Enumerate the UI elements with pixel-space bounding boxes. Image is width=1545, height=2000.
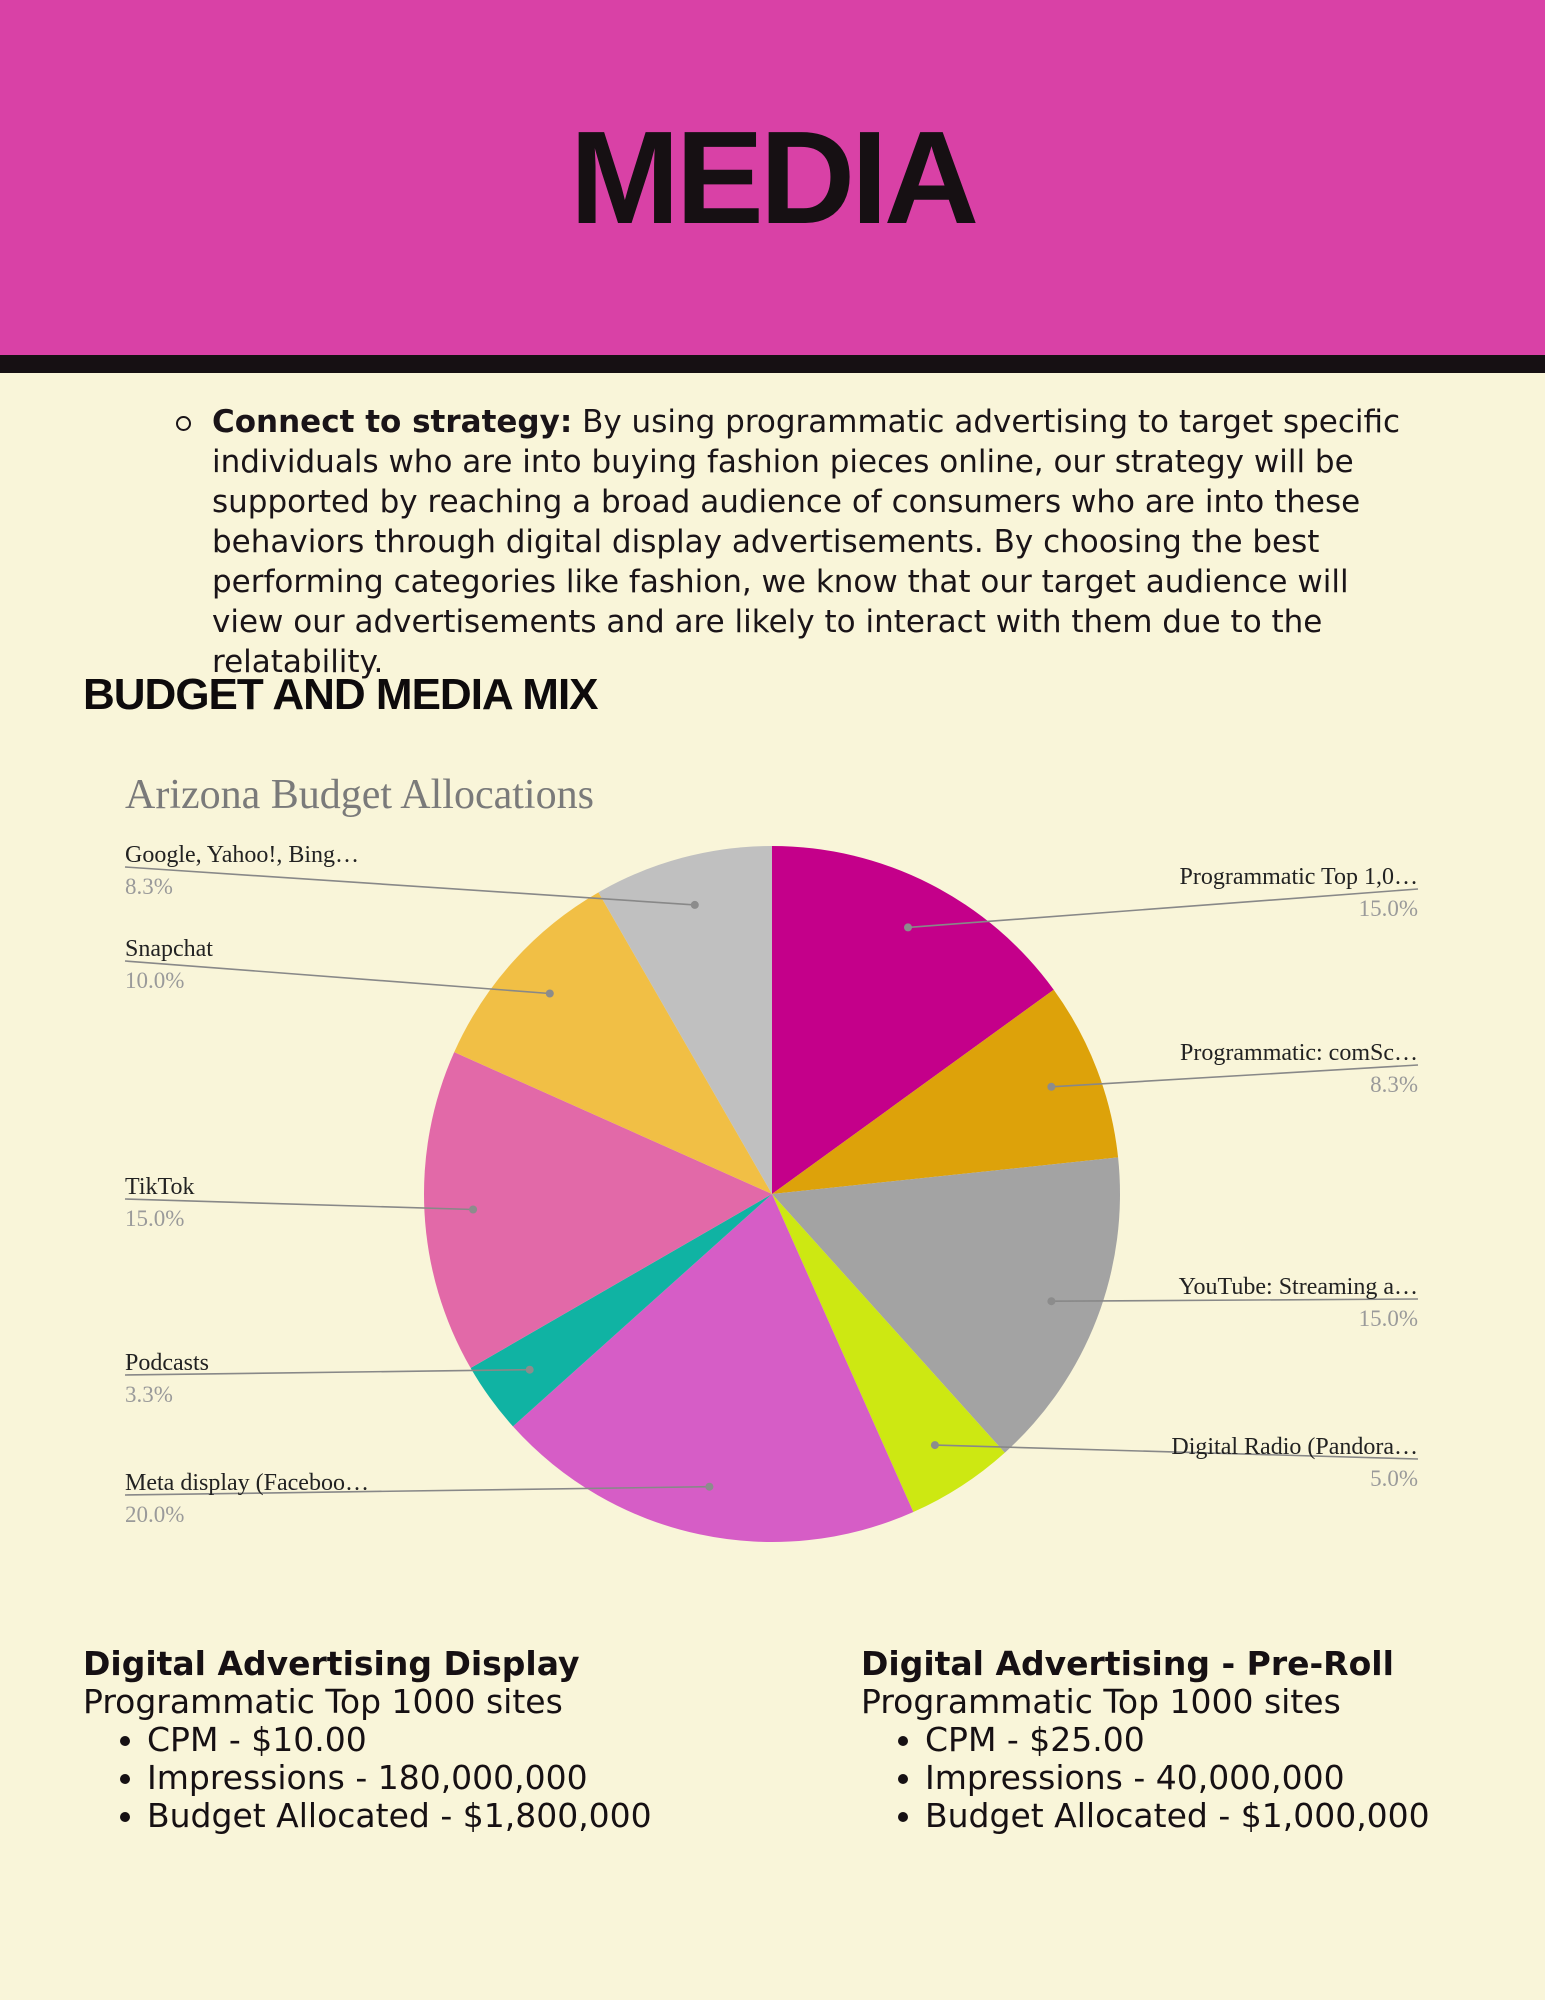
slice-label: Programmatic: comSc… (1180, 1040, 1418, 1066)
leader-dot (469, 1206, 477, 1214)
section-heading: BUDGET AND MEDIA MIX (83, 670, 598, 719)
list-item: • Budget Allocated - $1,800,000 (147, 1797, 683, 1835)
preroll-column-list (861, 1721, 1461, 1835)
slice-label: Meta display (Faceboo… (125, 1470, 369, 1496)
strategy-lead: Connect to strategy: (212, 404, 573, 440)
leader-dot (931, 1441, 939, 1449)
slice-label: Digital Radio (Pandora… (1171, 1434, 1418, 1460)
leader-dot (546, 990, 554, 998)
slice-label: Podcasts (125, 1350, 209, 1376)
display-column-subtitle: Programmatic Top 1000 sites (83, 1682, 563, 1721)
slice-label: Programmatic Top 1,0… (1179, 864, 1418, 890)
slice-percent-label: 15.0% (1358, 1306, 1418, 1331)
leader-dot (904, 923, 912, 931)
leader-dot (1047, 1083, 1055, 1091)
slice-percent-label: 3.3% (125, 1382, 173, 1407)
leader-dot (705, 1483, 713, 1491)
display-column-title: Digital Advertising Display (83, 1644, 580, 1683)
preroll-column-title: Digital Advertising - Pre-Roll (861, 1644, 1394, 1683)
leader-dot (526, 1366, 534, 1374)
slice-label: YouTube: Streaming a… (1178, 1274, 1418, 1300)
list-item: • CPM - $25.00 (925, 1721, 1461, 1759)
slice-label: Snapchat (125, 936, 213, 962)
chart-title: Arizona Budget Allocations (125, 772, 594, 818)
preroll-column-subtitle: Programmatic Top 1000 sites (861, 1682, 1341, 1721)
list-item: • Impressions - 180,000,000 (147, 1759, 683, 1797)
strategy-text: By using programmatic advertising to target specific individuals who are into buying fashion pieces online, our strategy will be supported by reaching a broad audience of consumers who are into these behaviors through digital display advertisements. By choosing the best performing categories like fashion, we know that our target audience will view our advertisements and are likely to interact with them due to the relatability. (212, 404, 1401, 680)
slice-percent-label: 20.0% (125, 1502, 185, 1527)
list-item: • Impressions - 40,000,000 (925, 1759, 1461, 1797)
slice-label: Google, Yahoo!, Bing… (125, 842, 360, 868)
slice-percent-label: 15.0% (1358, 896, 1418, 921)
display-column-list (83, 1721, 683, 1835)
slice-percent-label: 8.3% (1370, 1072, 1418, 1097)
display-column (83, 1645, 683, 1835)
leader-line (1051, 1065, 1418, 1087)
slice-label: TikTok (125, 1174, 195, 1200)
list-item: • CPM - $10.00 (147, 1721, 683, 1759)
leader-line (125, 961, 550, 994)
slice-percent-label: 8.3% (125, 874, 173, 899)
list-item: • Budget Allocated - $1,000,000 (925, 1797, 1461, 1835)
leader-line (908, 889, 1418, 927)
leader-line (125, 867, 695, 905)
slice-percent-label: 10.0% (125, 968, 185, 993)
pie-slices (424, 846, 1120, 1542)
preroll-column (861, 1645, 1461, 1835)
leader-dot (691, 901, 699, 909)
slice-percent-label: 15.0% (125, 1206, 185, 1231)
leader-dot (1047, 1297, 1055, 1305)
page-title: MEDIA (569, 104, 976, 251)
slice-percent-label: 5.0% (1370, 1466, 1418, 1491)
